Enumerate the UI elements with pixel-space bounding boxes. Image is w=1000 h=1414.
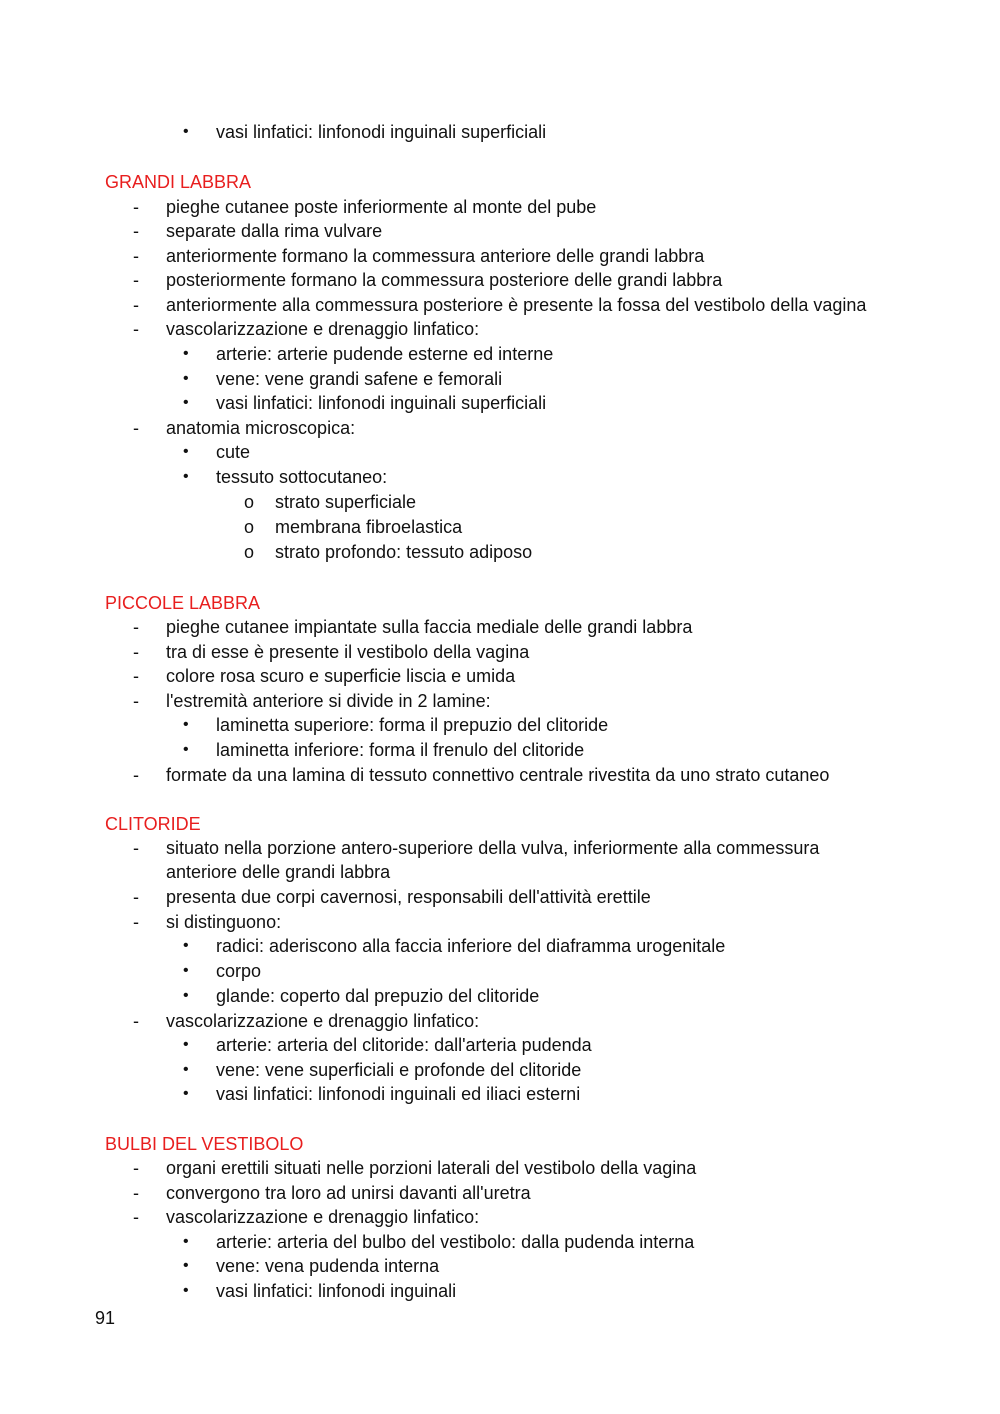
- list-item-level-1: si distinguono:: [166, 912, 282, 932]
- list-item-level-1: posteriormente formano la commessura posteriore delle grandi labbra: [166, 270, 723, 290]
- list-item-level-2: arterie: arteria del bulbo del vestibolo: dalla pudenda interna: [216, 1232, 695, 1252]
- section-heading: GRANDI LABBRA: [105, 172, 252, 192]
- list-item-level-2: arterie: arterie pudende esterne ed interne: [216, 344, 554, 364]
- list-item-level-1: presenta due corpi cavernosi, responsabili dell'attività erettile: [166, 887, 651, 907]
- list-item-level-2: vasi linfatici: linfonodi inguinali ed iliaci esterni: [216, 1084, 581, 1104]
- list-item-level-1: pieghe cutanee poste inferiormente al monte del pube: [166, 197, 597, 217]
- bullet-marker: •: [183, 1085, 189, 1102]
- dash-marker: -: [133, 765, 139, 785]
- circle-marker: o: [244, 542, 255, 562]
- dash-marker: -: [133, 691, 139, 711]
- bullet-marker: •: [183, 443, 189, 460]
- list-item-level-1: convergono tra loro ad unirsi davanti all'uretra: [166, 1183, 531, 1203]
- list-item-level-1: colore rosa scuro e superficie liscia e umida: [166, 666, 516, 686]
- list-item-level-2: corpo: [216, 961, 262, 981]
- bullet-marker: •: [183, 468, 189, 485]
- list-item-level-1: vascolarizzazione e drenaggio linfatico:: [166, 1207, 480, 1227]
- list-item-level-1: separate dalla rima vulvare: [166, 221, 383, 241]
- list-item-level-2: vasi linfatici: linfonodi inguinali superficiali: [216, 122, 547, 142]
- circle-marker: o: [244, 492, 255, 512]
- dash-marker: -: [133, 838, 139, 858]
- dash-marker: -: [133, 617, 139, 637]
- list-item-level-2: laminetta inferiore: forma il frenulo del clitoride: [216, 740, 585, 760]
- section-heading: PICCOLE LABBRA: [105, 593, 261, 613]
- list-item-level-2: vasi linfatici: linfonodi inguinali: [216, 1281, 457, 1301]
- list-item-level-1: situato nella porzione antero-superiore della vulva, inferiormente alla commessura: [166, 838, 820, 858]
- circle-marker: o: [244, 517, 255, 537]
- list-item-level-2: tessuto sottocutaneo:: [216, 467, 388, 487]
- list-item-level-1: tra di esse è presente il vestibolo della vagina: [166, 642, 530, 662]
- section-heading: BULBI DEL VESTIBOLO: [105, 1134, 304, 1154]
- list-item-level-1: anatomia microscopica:: [166, 418, 356, 438]
- list-item-level-2: vene: vene superficiali e profonde del clitoride: [216, 1060, 582, 1080]
- dash-marker: -: [133, 246, 139, 266]
- list-item-level-1: vascolarizzazione e drenaggio linfatico:: [166, 1011, 480, 1031]
- list-item-level-2: radici: aderiscono alla faccia inferiore del diaframma urogenitale: [216, 936, 726, 956]
- list-item-level-1: anteriormente formano la commessura anteriore delle grandi labbra: [166, 246, 705, 266]
- dash-marker: -: [133, 319, 139, 339]
- dash-marker: -: [133, 912, 139, 932]
- list-item-continuation: anteriore delle grandi labbra: [166, 862, 391, 882]
- dash-marker: -: [133, 1011, 139, 1031]
- bullet-marker: •: [183, 1061, 189, 1078]
- list-item-level-2: glande: coperto dal prepuzio del clitoride: [216, 986, 540, 1006]
- list-item-level-2: cute: [216, 442, 251, 462]
- dash-marker: -: [133, 197, 139, 217]
- list-item-level-3: membrana fibroelastica: [275, 517, 463, 537]
- bullet-marker: •: [183, 1233, 189, 1250]
- dash-marker: -: [133, 1207, 139, 1227]
- dash-marker: -: [133, 666, 139, 686]
- bullet-marker: •: [183, 1257, 189, 1274]
- dash-marker: -: [133, 221, 139, 241]
- list-item-level-2: vene: vene grandi safene e femorali: [216, 369, 503, 389]
- list-item-level-1: vascolarizzazione e drenaggio linfatico:: [166, 319, 480, 339]
- bullet-marker: •: [183, 987, 189, 1004]
- bullet-marker: •: [183, 937, 189, 954]
- dash-marker: -: [133, 1183, 139, 1203]
- dash-marker: -: [133, 418, 139, 438]
- list-item-level-3: strato superficiale: [275, 492, 417, 512]
- bullet-marker: •: [183, 716, 189, 733]
- list-item-level-2: arterie: arteria del clitoride: dall'arteria pudenda: [216, 1035, 592, 1055]
- list-item-level-1: formate da una lamina di tessuto connettivo centrale rivestita da uno strato cutaneo: [166, 765, 830, 785]
- list-item-level-3: strato profondo: tessuto adiposo: [275, 542, 533, 562]
- dash-marker: -: [133, 887, 139, 907]
- bullet-marker: •: [183, 962, 189, 979]
- bullet-marker: •: [183, 370, 189, 387]
- list-item-level-1: pieghe cutanee impiantate sulla faccia mediale delle grandi labbra: [166, 617, 693, 637]
- bullet-marker: •: [183, 394, 189, 411]
- dash-marker: -: [133, 270, 139, 290]
- dash-marker: -: [133, 1158, 139, 1178]
- list-item-level-1: organi erettili situati nelle porzioni laterali del vestibolo della vagina: [166, 1158, 697, 1178]
- bullet-marker: •: [183, 345, 189, 362]
- bullet-marker: •: [183, 1282, 189, 1299]
- list-item-level-2: laminetta superiore: forma il prepuzio del clitoride: [216, 715, 609, 735]
- list-item-level-1: anteriormente alla commessura posteriore è presente la fossa del vestibolo della vagina: [166, 295, 867, 315]
- section-heading: CLITORIDE: [105, 814, 201, 834]
- list-item-level-2: vasi linfatici: linfonodi inguinali superficiali: [216, 393, 547, 413]
- list-item-level-2: vene: vena pudenda interna: [216, 1256, 440, 1276]
- list-item-level-1: l'estremità anteriore si divide in 2 lamine:: [166, 691, 491, 711]
- dash-marker: -: [133, 642, 139, 662]
- page-number: 91: [95, 1308, 116, 1328]
- bullet-marker: •: [183, 123, 189, 140]
- dash-marker: -: [133, 295, 139, 315]
- bullet-marker: •: [183, 741, 189, 758]
- bullet-marker: •: [183, 1036, 189, 1053]
